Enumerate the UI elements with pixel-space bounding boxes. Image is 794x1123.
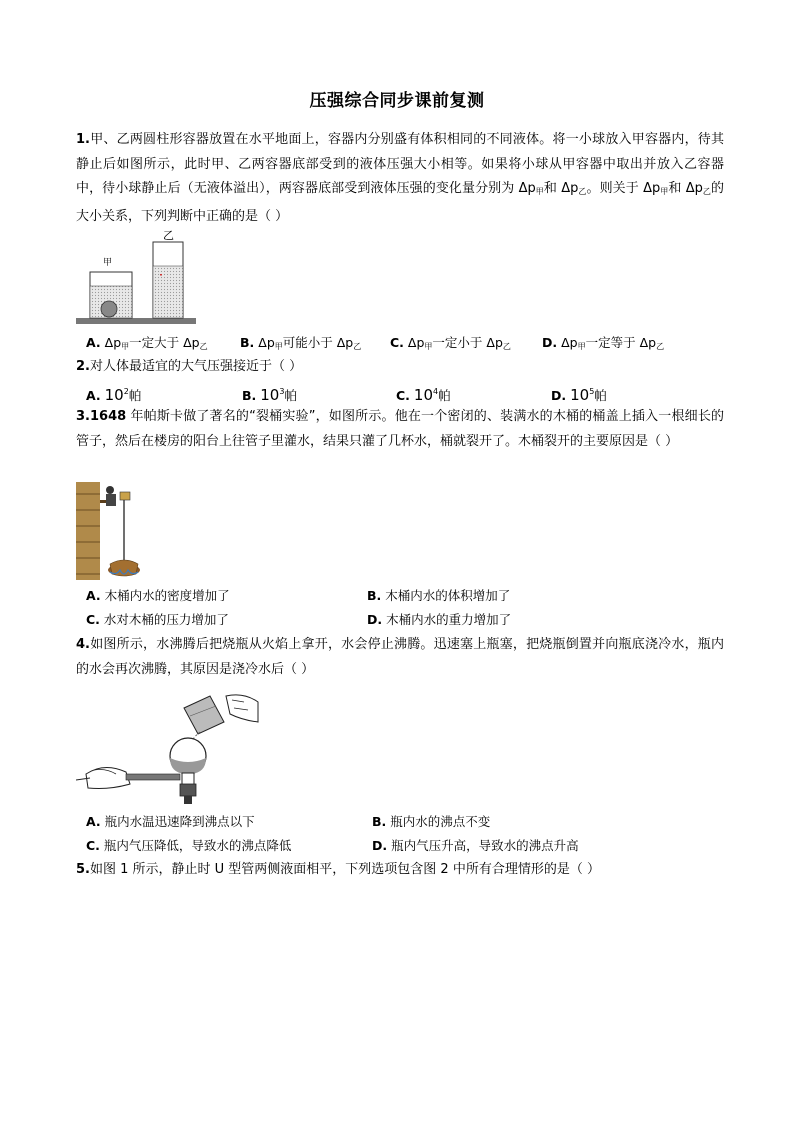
option-label: A. (86, 814, 101, 829)
option-label: A. (86, 588, 101, 603)
option-label: A. (86, 388, 101, 403)
subscript: 甲 (424, 342, 433, 351)
question-number: 5. (76, 862, 90, 877)
option-unit: 帕 (594, 388, 607, 403)
q3-option-b[interactable] (367, 586, 510, 606)
option-base: 10 (413, 386, 434, 404)
subscript: 甲 (535, 187, 544, 196)
q3-option-c[interactable] (86, 610, 229, 630)
option-unit: 帕 (128, 388, 142, 403)
q4-option-b[interactable] (372, 812, 490, 832)
question-1 (76, 128, 724, 229)
q1-option-b[interactable] (240, 333, 361, 357)
subscript: 乙 (702, 187, 712, 196)
q4-option-a[interactable] (86, 812, 255, 832)
option-label: C. (396, 388, 410, 403)
option-exponent: 3 (279, 387, 285, 396)
subscript: 乙 (578, 187, 587, 196)
option-text: 一定等于 Δp (585, 335, 657, 350)
option-label: C. (390, 335, 404, 350)
question-number: 2. (76, 359, 90, 374)
option-unit: 帕 (284, 388, 297, 403)
q2-option-d[interactable] (551, 382, 607, 406)
option-label: C. (86, 838, 100, 853)
subscript: 甲 (274, 342, 283, 351)
option-label: D. (367, 612, 383, 627)
option-label: D. (551, 388, 567, 403)
question-text: 甲、乙两圆柱形容器放置在水平地面上，容器内分别盛有体积相同的不同液体。将一小球放入甲容器内，待其静止后如图所示，此时甲、乙两容器底部受到的液体压强大小相等。如果将小球从甲容器中取出并放入乙容器中，待小球静止后（无液体溢出），两容器底部受到液体压强的变化量分别为 Δp (76, 132, 724, 196)
question-5 (76, 858, 724, 883)
option-text: 可能小于 Δp (282, 335, 354, 350)
option-exponent: 2 (123, 387, 129, 396)
subscript: 乙 (502, 342, 511, 351)
q1-option-a[interactable] (86, 333, 208, 357)
option-text: 水对木桶的压力增加了 (103, 612, 229, 627)
question-3 (76, 405, 724, 454)
question-text: 如图 1 所示，静止时 U 型管两侧液面相平，下列选项包含图 2 中所有合理情形的是（ ） (89, 862, 600, 877)
q3-option-d[interactable] (367, 610, 511, 630)
option-text: 木桶内水的重力增加了 (386, 612, 512, 627)
option-label: D. (372, 838, 388, 853)
option-text: 木桶内水的密度增加了 (104, 588, 230, 603)
question-number: 4. (76, 637, 90, 652)
label-jia: 甲 (103, 258, 113, 268)
question-text: 如图所示，水沸腾后把烧瓶从火焰上拿开，水会停止沸腾。迅速塞上瓶塞，把烧瓶倒置并向瓶底浇冷水，瓶内的水会再次沸腾，其原因是浇冷水后（ ） (76, 637, 724, 677)
page-title: 压强综合同步课前复测 (309, 91, 485, 111)
option-base: 10 (104, 386, 124, 404)
q2-option-b[interactable] (242, 382, 297, 406)
q3-option-a[interactable] (86, 586, 230, 606)
option-label: B. (367, 588, 382, 603)
subscript: 甲 (121, 342, 130, 351)
question-text: 年帕斯卡做了著名的“裂桶实验”，如图所示。他在一个密闭的、装满水的木桶的桶盖上插入一根细长的管子，然后在楼房的阳台上往管子里灌水，结果只灌了几杯水，桶就裂开了。木桶裂开的主要原因是（ ） (76, 409, 724, 449)
subscript: 乙 (656, 342, 665, 351)
subscript: 乙 (353, 342, 362, 351)
option-text: 瓶内水的沸点不变 (390, 814, 491, 829)
subscript: 甲 (577, 342, 586, 351)
option-label: A. (86, 335, 101, 350)
figure-barrel-experiment (76, 482, 156, 580)
option-text: 木桶内水的体积增加了 (385, 588, 511, 603)
option-text: 一定小于 Δp (432, 335, 503, 350)
option-text: 瓶内水温迅速降到沸点以下 (104, 814, 255, 829)
figure-flask-cold-water (76, 688, 260, 806)
subscript: 乙 (199, 342, 208, 351)
option-text: Δp (104, 335, 122, 350)
q4-option-d[interactable] (372, 836, 579, 856)
option-text: Δp (258, 335, 275, 350)
q2-option-a[interactable] (86, 382, 141, 406)
question-text: 。则关于 Δp (586, 181, 661, 196)
q2-option-c[interactable] (396, 382, 451, 406)
option-label: C. (86, 612, 100, 627)
question-number: 1. (76, 132, 90, 147)
q1-option-c[interactable] (390, 333, 511, 357)
option-text: Δp (561, 335, 578, 350)
option-label: B. (372, 814, 387, 829)
option-text: 一定大于 Δp (129, 335, 200, 350)
option-exponent: 5 (589, 387, 595, 396)
option-text: Δp (407, 335, 425, 350)
question-text: 的大小关系，下列判断中正确的是（ ） (76, 181, 725, 224)
q4-option-c[interactable] (86, 836, 291, 856)
option-label: B. (240, 335, 255, 350)
question-text: 和 Δp (543, 181, 579, 196)
question-number: 3.1648 (76, 409, 127, 424)
question-text: 和 Δp (668, 181, 703, 196)
option-exponent: 4 (433, 387, 439, 396)
option-label: D. (542, 335, 558, 350)
q1-option-d[interactable] (542, 333, 664, 357)
figure-two-containers (76, 228, 196, 328)
subscript: 甲 (660, 187, 669, 196)
option-base: 10 (260, 386, 280, 404)
label-yi: 乙 (163, 229, 174, 242)
option-text: 瓶内气压升高，导致水的沸点升高 (391, 838, 579, 853)
option-label: B. (242, 388, 257, 403)
question-4 (76, 633, 724, 682)
option-base: 10 (570, 386, 590, 404)
question-text: 对人体最适宜的大气压强接近于（ ） (89, 359, 303, 374)
option-unit: 帕 (438, 388, 451, 403)
option-text: 瓶内气压降低，导致水的沸点降低 (103, 838, 292, 853)
question-2 (76, 355, 724, 380)
